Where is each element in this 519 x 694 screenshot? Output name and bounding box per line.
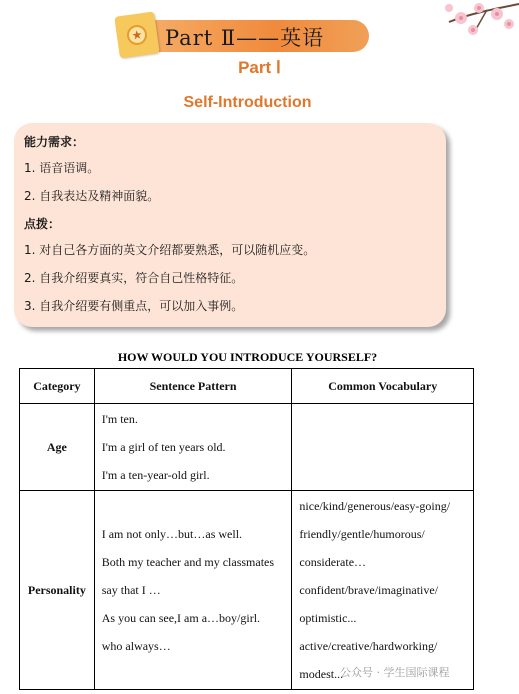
- banner-badge-icon: [114, 11, 159, 58]
- vocabulary-cell: [292, 491, 474, 690]
- vocab-line: active/creative/hardworking/: [299, 639, 438, 653]
- table-row: [20, 404, 474, 491]
- tip-item: 2. 自我介绍要真实，符合自己性格特征。: [24, 271, 244, 285]
- column-header: Sentence Pattern: [94, 369, 292, 404]
- column-header: Common Vocabulary: [292, 369, 474, 404]
- pattern-cell: [94, 404, 292, 491]
- pattern-cell: [94, 491, 292, 690]
- category-cell: Personality: [20, 491, 95, 690]
- column-header: Category: [20, 369, 95, 404]
- pattern-line: who always…: [101, 639, 171, 653]
- vocab-line: optimistic...: [299, 611, 357, 625]
- cherry-blossom-decoration: [369, 0, 519, 40]
- banner-title: Part Ⅱ——英语: [165, 26, 325, 50]
- pattern-line: I'm a ten-year-old girl.: [101, 468, 210, 482]
- star-icon: ★: [126, 24, 149, 47]
- requirement-item: 1. 语音语调。: [24, 161, 100, 175]
- table-row: [20, 491, 474, 690]
- vocab-line: nice/kind/generous/easy-going/: [299, 499, 451, 513]
- pattern-line: I'm a girl of ten years old.: [101, 440, 226, 454]
- tips-heading: 点拨：: [24, 217, 61, 231]
- section-subtitle: Self-Introduction: [183, 94, 312, 111]
- watermark: 公众号 · 学生国际课程: [340, 666, 450, 679]
- pattern-line: I'm ten.: [101, 412, 138, 426]
- vocab-line: friendly/gentle/humorous/: [299, 527, 425, 541]
- introduction-table: [19, 368, 474, 690]
- vocabulary-cell: [292, 404, 474, 491]
- pattern-line: I am not only…but…as well.: [101, 527, 243, 541]
- table-title: HOW WOULD YOU INTRODUCE YOURSELF?: [117, 350, 378, 364]
- pattern-line: Both my teacher and my classmates: [101, 555, 275, 569]
- vocab-line: confident/brave/imaginative/: [299, 583, 439, 597]
- requirements-box: [14, 123, 446, 327]
- pattern-line: say that I …: [101, 583, 161, 597]
- vocab-line: modest...: [299, 667, 344, 681]
- pattern-line: As you can see,I am a…boy/girl.: [101, 611, 261, 625]
- tip-item: 1. 对自己各方面的英文介绍都要熟悉，可以随机应变。: [24, 243, 316, 257]
- category-cell: Age: [20, 404, 95, 491]
- table-header-row: [20, 369, 474, 404]
- tip-item: 3. 自我介绍要有侧重点，可以加入事例。: [24, 299, 244, 313]
- requirements-heading: 能力需求：: [24, 135, 85, 149]
- vocab-line: considerate…: [299, 555, 367, 569]
- part-title: Part Ⅰ: [238, 58, 281, 77]
- section-banner: [117, 14, 369, 56]
- requirement-item: 2. 自我表达及精神面貌。: [24, 189, 160, 203]
